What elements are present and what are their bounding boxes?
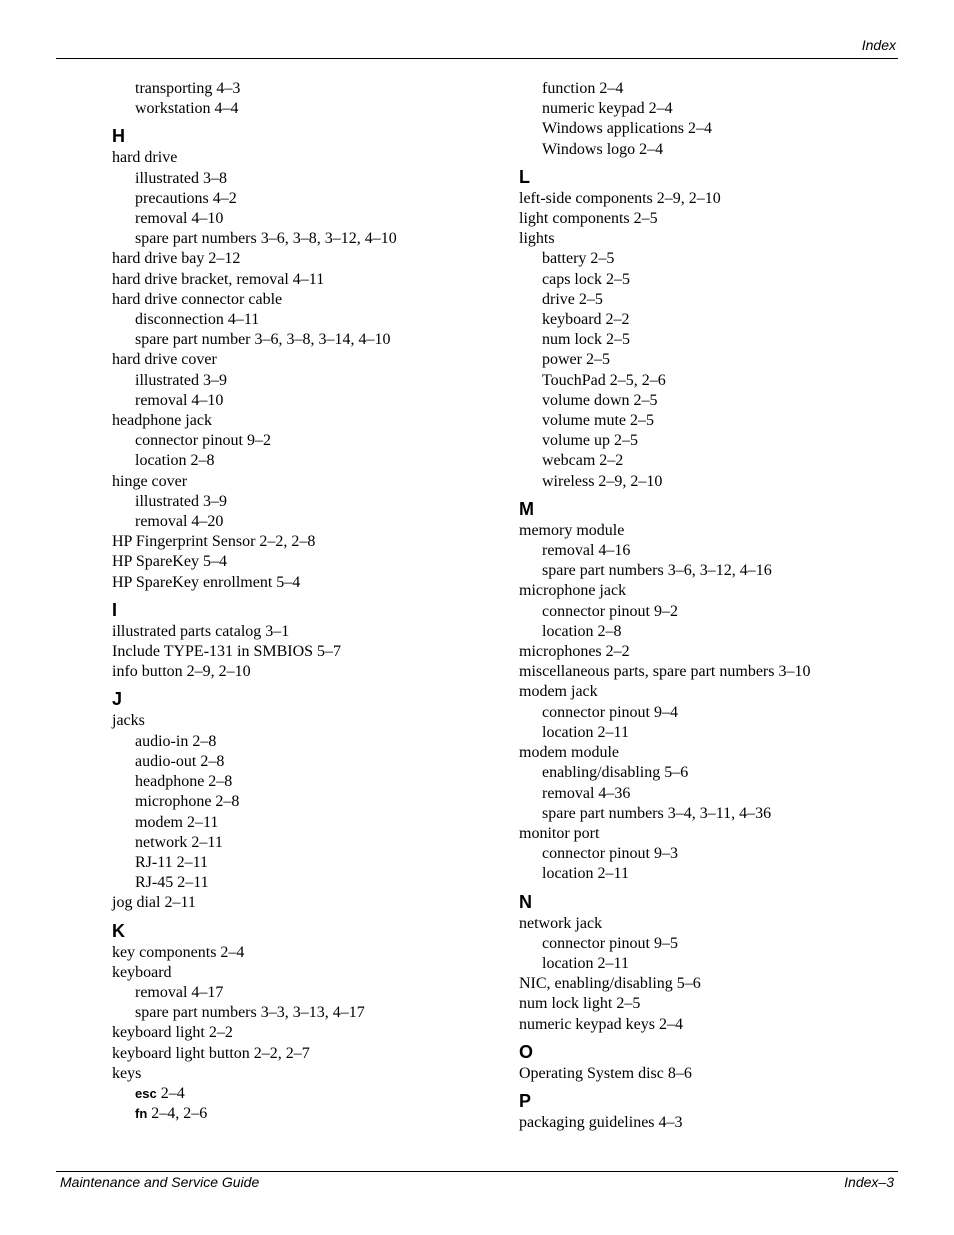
index-subentry: connector pinout 9–2 <box>542 602 678 620</box>
page-reference: 2–4 <box>156 1084 185 1102</box>
index-subentry: removal 4–36 <box>542 784 631 802</box>
page-reference: 2–4, 2–6 <box>147 1105 208 1123</box>
index-entry: miscellaneous parts, spare part numbers 3–10 <box>519 663 811 681</box>
index-subentry: location 2–8 <box>542 622 622 640</box>
index-entry: network jack <box>519 914 603 932</box>
index-letter-heading: L <box>519 166 530 187</box>
index-subentry: TouchPad 2–5, 2–6 <box>542 371 666 389</box>
index-subentry: location 2–11 <box>542 723 629 741</box>
index-entry: info button 2–9, 2–10 <box>112 663 251 681</box>
index-entry: keys <box>112 1064 142 1082</box>
index-subentry: RJ-11 2–11 <box>135 853 209 871</box>
index-subentry: Windows logo 2–4 <box>542 140 664 158</box>
index-subentry: audio-in 2–8 <box>135 732 217 750</box>
index-subentry: illustrated 3–9 <box>135 492 227 510</box>
index-entry: keyboard <box>112 963 172 981</box>
index-subentry: precautions 4–2 <box>135 189 237 207</box>
index-entry: num lock light 2–5 <box>519 995 641 1013</box>
index-entry: left-side components 2–9, 2–10 <box>519 189 721 207</box>
index-subentry <box>112 1104 512 1124</box>
index-entry: hard drive bay 2–12 <box>112 250 241 268</box>
index-subentry: connector pinout 9–5 <box>542 934 678 952</box>
index-subentry: connector pinout 9–2 <box>135 432 271 450</box>
index-subentry: network 2–11 <box>135 833 223 851</box>
key-name: fn <box>135 1106 148 1122</box>
index-subentry: removal 4–10 <box>135 210 224 228</box>
index-subentry: enabling/disabling 5–6 <box>542 764 689 782</box>
index-subentry: numeric keypad 2–4 <box>542 100 673 118</box>
index-entry: hard drive <box>112 149 178 167</box>
index-subentry: function 2–4 <box>542 80 624 97</box>
index-subentry: spare part numbers 3–3, 3–13, 4–17 <box>135 1004 365 1022</box>
index-entry: lights <box>519 230 555 248</box>
index-letter-heading: O <box>519 1041 534 1062</box>
index-subentry: num lock 2–5 <box>542 331 630 349</box>
index-subentry: removal 4–10 <box>135 391 224 409</box>
header-title: Index <box>861 37 896 53</box>
index-subentry: keyboard 2–2 <box>542 311 630 329</box>
index-subentry: modem 2–11 <box>135 813 219 831</box>
index-entry: hard drive bracket, removal 4–11 <box>112 270 325 288</box>
index-entry: modem module <box>519 744 619 762</box>
index-subentry: volume mute 2–5 <box>542 412 654 430</box>
index-entry: HP SpareKey enrollment 5–4 <box>112 573 301 591</box>
index-subentry: location 2–11 <box>542 954 629 972</box>
index-entry: keyboard light button 2–2, 2–7 <box>112 1044 310 1062</box>
index-entry: key components 2–4 <box>112 943 245 961</box>
index-entry: HP SpareKey 5–4 <box>112 553 227 571</box>
footer-page-number: Index–3 <box>844 1174 894 1190</box>
index-column-left <box>112 79 512 1124</box>
index-entry: Operating System disc 8–6 <box>519 1064 692 1082</box>
index-subentry: spare part numbers 3–6, 3–12, 4–16 <box>542 562 772 580</box>
index-entry: numeric keypad keys 2–4 <box>519 1015 683 1033</box>
index-subentry: headphone 2–8 <box>135 773 233 791</box>
index-subentry: caps lock 2–5 <box>542 270 630 288</box>
index-subentry: spare part numbers 3–6, 3–8, 3–12, 4–10 <box>135 230 397 248</box>
index-entry: light components 2–5 <box>519 210 658 228</box>
page-footer <box>56 1171 898 1196</box>
index-entry: Include TYPE-131 in SMBIOS 5–7 <box>112 643 342 661</box>
index-subentry: illustrated 3–8 <box>135 169 227 187</box>
index-subentry: removal 4–17 <box>135 983 224 1001</box>
index-subentry: transporting 4–3 <box>135 80 241 97</box>
index-entry: memory module <box>519 521 625 539</box>
index-subentry: spare part numbers 3–4, 3–11, 4–36 <box>542 804 772 822</box>
index-entry: headphone jack <box>112 412 212 430</box>
index-subentry: disconnection 4–11 <box>135 311 260 329</box>
index-subentry: location 2–8 <box>135 452 215 470</box>
index-subentry: audio-out 2–8 <box>135 752 225 770</box>
index-entry: monitor port <box>519 824 600 842</box>
index-letter-heading: J <box>112 689 123 710</box>
index-subentry: removal 4–16 <box>542 542 631 560</box>
index-entry: jacks <box>112 712 145 730</box>
index-subentry: drive 2–5 <box>542 290 603 308</box>
index-entry: illustrated parts catalog 3–1 <box>112 622 290 640</box>
index-entry: hard drive cover <box>112 351 217 369</box>
index-subentry: location 2–11 <box>542 865 629 883</box>
index-subentry: wireless 2–9, 2–10 <box>542 472 663 490</box>
index-subentry: Windows applications 2–4 <box>542 120 712 138</box>
index-subentry: connector pinout 9–3 <box>542 845 678 863</box>
index-subentry <box>112 1084 512 1104</box>
index-entry: microphone jack <box>519 582 627 600</box>
index-letter-heading: P <box>519 1090 532 1111</box>
index-entry: NIC, enabling/disabling 5–6 <box>519 975 701 993</box>
index-subentry: volume down 2–5 <box>542 391 658 409</box>
index-subentry: volume up 2–5 <box>542 432 638 450</box>
index-letter-heading: K <box>112 920 125 941</box>
index-entry: hard drive connector cable <box>112 290 283 308</box>
index-subentry: webcam 2–2 <box>542 452 624 470</box>
index-subentry: illustrated 3–9 <box>135 371 227 389</box>
index-subentry: connector pinout 9–4 <box>542 703 678 721</box>
index-entry: modem jack <box>519 683 598 701</box>
index-subentry: microphone 2–8 <box>135 793 240 811</box>
page-header <box>56 36 898 59</box>
index-entry: keyboard light 2–2 <box>112 1024 233 1042</box>
index-subentry: battery 2–5 <box>542 250 615 268</box>
index-letter-heading: H <box>112 126 125 147</box>
index-entry: packaging guidelines 4–3 <box>519 1113 683 1131</box>
index-letter-heading: I <box>112 599 118 620</box>
index-subentry: power 2–5 <box>542 351 610 369</box>
index-subentry: RJ-45 2–11 <box>135 874 209 892</box>
key-name: esc <box>135 1085 157 1101</box>
footer-guide-title: Maintenance and Service Guide <box>60 1174 260 1190</box>
index-column-right <box>519 79 919 1133</box>
index-entry: hinge cover <box>112 472 188 490</box>
index-subentry: workstation 4–4 <box>135 100 239 118</box>
index-letter-heading: N <box>519 891 532 912</box>
index-letter-heading: M <box>519 498 534 519</box>
index-subentry: removal 4–20 <box>135 513 224 531</box>
index-entry: HP Fingerprint Sensor 2–2, 2–8 <box>112 533 316 551</box>
index-entry: jog dial 2–11 <box>112 894 196 912</box>
index-subentry: spare part number 3–6, 3–8, 3–14, 4–10 <box>135 331 391 349</box>
index-entry: microphones 2–2 <box>519 643 630 661</box>
